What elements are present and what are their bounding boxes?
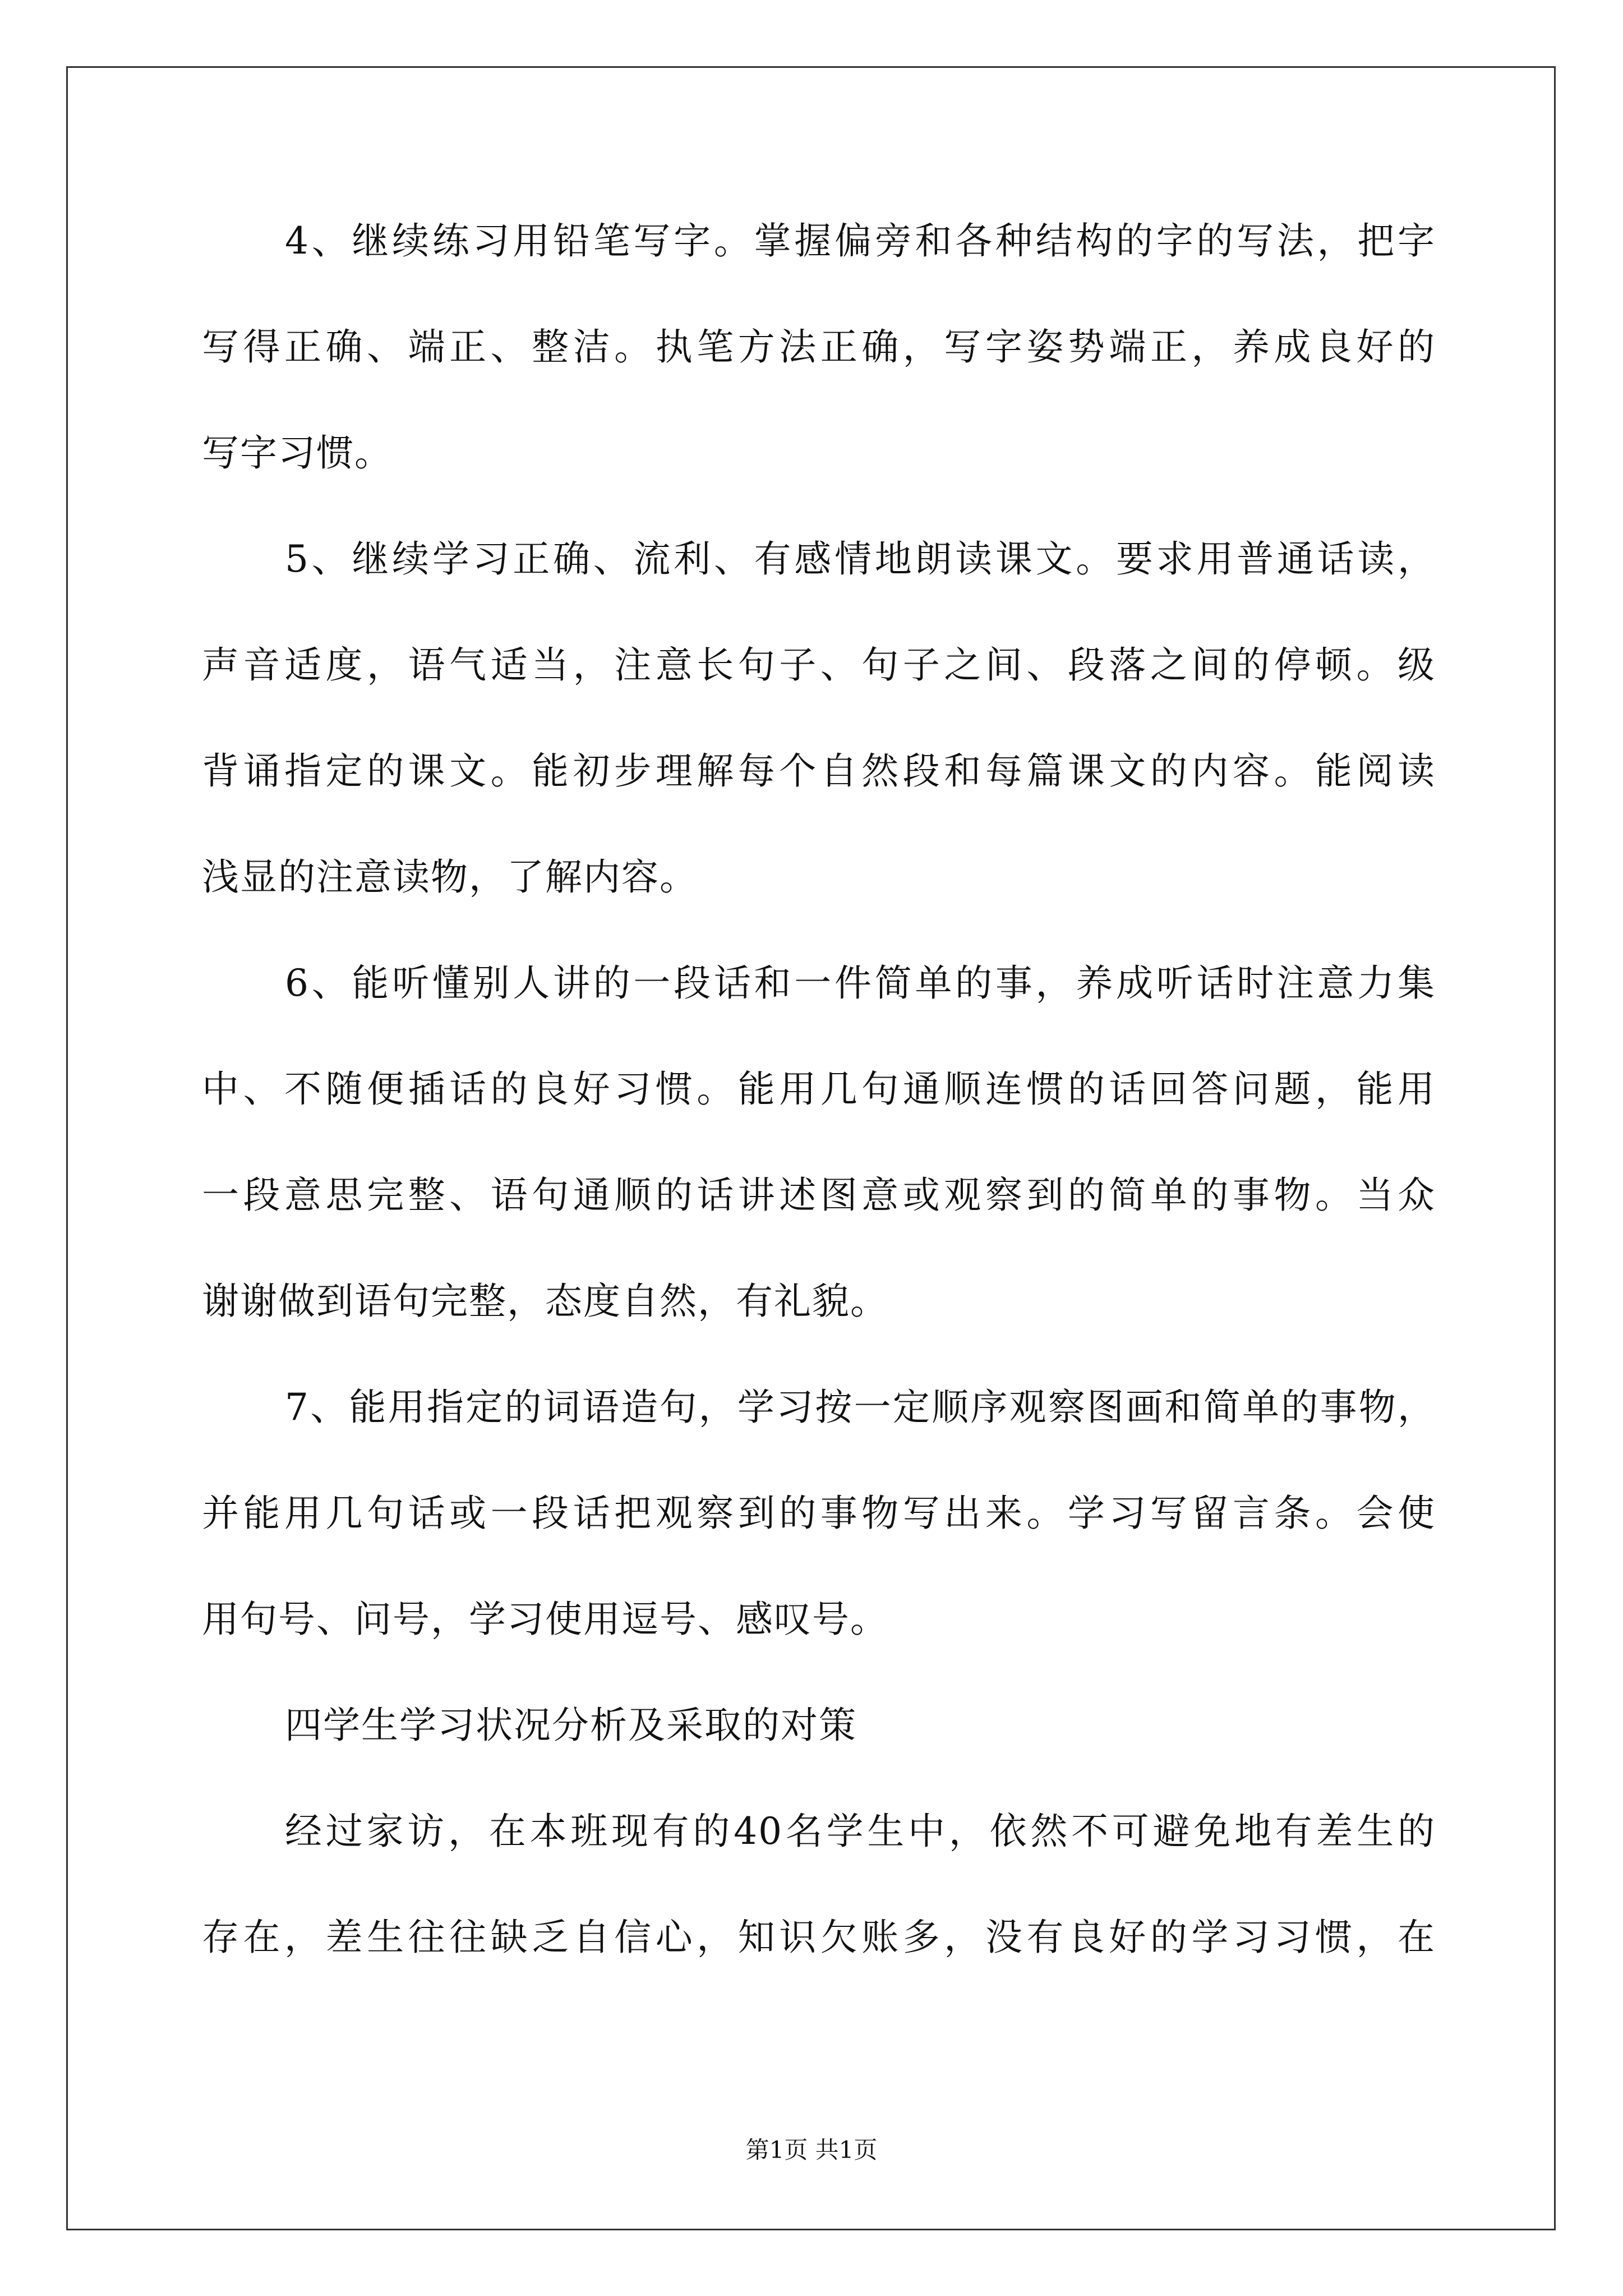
text-line: 一段意思完整、语句通顺的话讲述图意或观察到的简单的事物。当众 — [202, 1174, 1436, 1217]
text-line: 写字习惯。 — [202, 431, 393, 475]
text-line: 中、不随便插话的良好习惯。能用几句通顺连惯的话回答问题，能用 — [202, 1068, 1436, 1111]
text-line: 4、继续练习用铅笔写字。掌握偏旁和各种结构的字的写法，把字 — [285, 219, 1436, 263]
text-line: 背诵指定的课文。能初步理解每个自然段和每篇课文的内容。能阅读 — [202, 749, 1436, 793]
section-heading: 四学生学习状况分析及采取的对策 — [285, 1704, 857, 1747]
text-line: 浅显的注意读物，了解内容。 — [202, 855, 698, 899]
text-line: 7、能用指定的词语造句，学习按一定顺序观察图画和简单的事物， — [285, 1386, 1436, 1429]
text-line: 经过家访，在本班现有的40名学生中，依然不可避免地有差生的 — [285, 1810, 1436, 1853]
text-line: 5、继续学习正确、流利、有感情地朗读课文。要求用普通话读， — [285, 537, 1436, 581]
text-line: 谢谢做到语句完整，态度自然，有礼貌。 — [202, 1280, 888, 1323]
text-line: 用句号、问号，学习使用逗号、感叹号。 — [202, 1598, 888, 1641]
document-body — [202, 213, 1436, 2016]
text-line: 写得正确、端正、整洁。执笔方法正确，写字姿势端正，养成良好的 — [202, 325, 1436, 369]
text-line: 6、能听懂别人讲的一段话和一件简单的事，养成听话时注意力集 — [285, 961, 1436, 1005]
page-number-footer: 第1页 共1页 — [745, 2136, 878, 2164]
text-line: 存在，差生往往缺乏自信心，知识欠账多，没有良好的学习习惯，在 — [202, 1916, 1436, 1959]
text-line: 声音适度，语气适当，注意长句子、句子之间、段落之间的停顿。级 — [202, 643, 1436, 687]
text-line: 并能用几句话或一段话把观察到的事物写出来。学习写留言条。会使 — [202, 1492, 1436, 1535]
